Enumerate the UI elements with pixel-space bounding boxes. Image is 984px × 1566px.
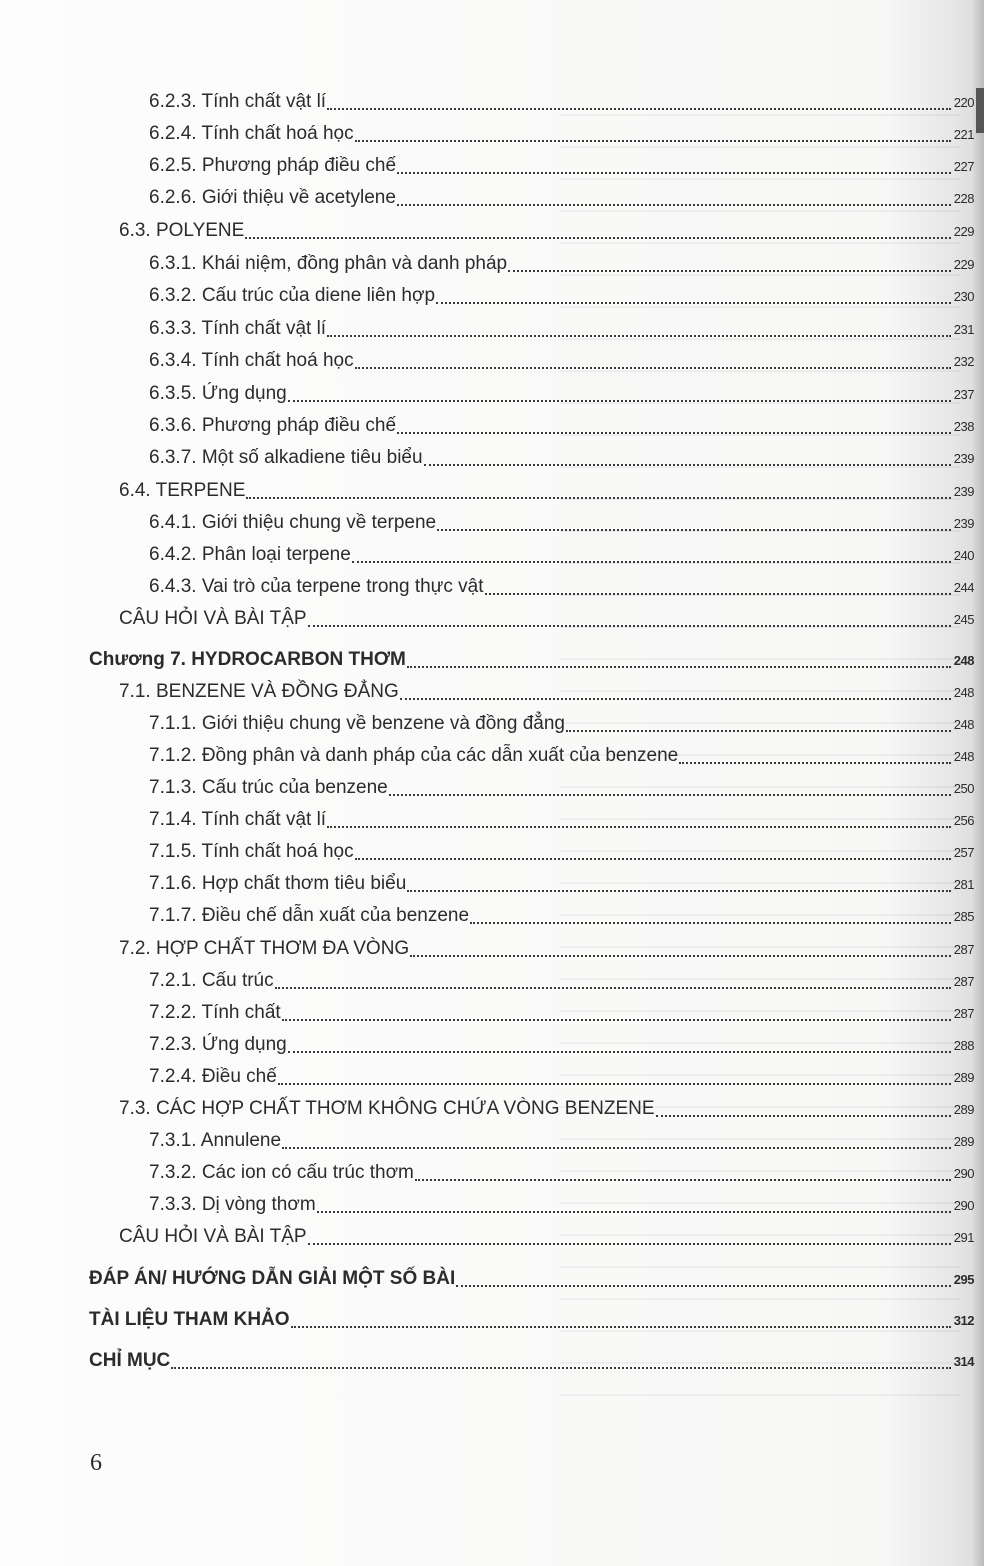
toc-entry-page: 240 — [953, 548, 974, 563]
toc-entry[interactable] — [149, 997, 974, 1029]
toc-entry-label: 6.2.5. Phương pháp điều chế — [149, 155, 397, 176]
leader-dots — [355, 347, 951, 369]
toc-entry-page: 291 — [953, 1230, 974, 1245]
toc-entry[interactable] — [149, 1061, 974, 1093]
toc-entry-page: 239 — [953, 451, 974, 466]
toc-entry-page: 314 — [953, 1354, 974, 1369]
toc-entry[interactable] — [149, 571, 974, 603]
toc-entry-page: 229 — [953, 257, 974, 272]
leader-dots — [397, 152, 951, 174]
toc-entry[interactable] — [149, 836, 974, 868]
leader-dots — [282, 999, 951, 1021]
toc-entry-label: Chương 7. HYDROCARBON THƠM — [89, 649, 406, 670]
toc-entry-label: 7.1.3. Cấu trúc của benzene — [149, 777, 388, 798]
leader-dots — [456, 1265, 951, 1287]
toc-entry-label: 6.3.2. Cấu trúc của diene liên hợp — [149, 285, 436, 306]
leader-dots — [282, 1127, 951, 1149]
leader-dots — [317, 1191, 951, 1213]
toc-entry-label: 7.3.1. Annulene — [149, 1130, 282, 1151]
toc-chapter[interactable] — [89, 1304, 974, 1336]
toc-entry-page: 285 — [953, 909, 974, 924]
toc-entry[interactable] — [149, 378, 974, 410]
toc-section[interactable] — [119, 933, 974, 965]
leader-dots — [245, 217, 951, 239]
toc-entry-label: 6.3. POLYENE — [119, 220, 245, 241]
toc-section[interactable] — [119, 215, 974, 247]
toc-entry[interactable] — [149, 118, 974, 150]
leader-dots — [291, 1306, 951, 1328]
toc-entry-label: 6.3.5. Ứng dụng — [149, 383, 287, 404]
leader-dots — [400, 678, 951, 700]
toc-section[interactable] — [119, 1221, 974, 1253]
toc-entry-page: 289 — [953, 1102, 974, 1117]
leader-dots — [508, 250, 951, 272]
toc-entry-page: 231 — [953, 322, 974, 337]
leader-dots — [566, 710, 951, 732]
toc-entry-page: 221 — [953, 127, 974, 142]
leader-dots — [470, 902, 951, 924]
leader-dots — [407, 870, 951, 892]
toc-entry-page: 248 — [953, 717, 974, 732]
toc-entry-label: CÂU HỎI VÀ BÀI TẬP — [119, 608, 307, 629]
leader-dots — [327, 88, 951, 110]
toc-entry-page: 250 — [953, 781, 974, 796]
spine-mark — [976, 88, 984, 133]
toc-entry[interactable] — [149, 280, 974, 312]
toc-entry[interactable] — [149, 1125, 974, 1157]
toc-entry-page: 287 — [953, 942, 974, 957]
toc-entry-label: 7.3.2. Các ion có cấu trúc thơm — [149, 1162, 414, 1183]
toc-entry-label: CHỈ MỤC — [89, 1350, 171, 1371]
toc-entry-page: 281 — [953, 877, 974, 892]
toc-entry-page: 228 — [953, 191, 974, 206]
toc-chapter[interactable] — [89, 644, 974, 676]
toc-entry[interactable] — [149, 1029, 974, 1061]
toc-entry-label: CÂU HỎI VÀ BÀI TẬP — [119, 1226, 307, 1247]
toc-section[interactable] — [119, 1093, 974, 1125]
toc-entry-page: 290 — [953, 1166, 974, 1181]
toc-entry-label: 6.3.6. Phương pháp điều chế — [149, 415, 397, 436]
toc-entry[interactable] — [149, 1189, 974, 1221]
leader-dots — [308, 1223, 951, 1245]
toc-section[interactable] — [119, 676, 974, 708]
toc-entry-label: 6.4.2. Phân loại terpene — [149, 544, 351, 565]
toc-entry[interactable] — [149, 313, 974, 345]
leader-dots — [308, 605, 951, 627]
toc-entry-page: 248 — [953, 653, 974, 668]
toc-entry-page: 238 — [953, 419, 974, 434]
leader-dots — [415, 1159, 951, 1181]
toc-entry-label: 7.2.1. Cấu trúc — [149, 970, 274, 991]
leader-dots — [485, 573, 951, 595]
toc-entry-label: 6.4.1. Giới thiệu chung về terpene — [149, 512, 437, 533]
toc-entry-page: 244 — [953, 580, 974, 595]
toc-entry-page: 239 — [953, 484, 974, 499]
toc-entry[interactable] — [149, 1157, 974, 1189]
toc-entry-page: 290 — [953, 1198, 974, 1213]
toc-entry[interactable] — [149, 345, 974, 377]
leader-dots — [355, 120, 951, 142]
toc-entry-label: 6.3.1. Khái niệm, đồng phân và danh pháp — [149, 253, 508, 274]
toc-entry-label: 7.3. CÁC HỢP CHẤT THƠM KHÔNG CHỨA VÒNG BENZENE — [119, 1098, 655, 1119]
toc-entry[interactable] — [149, 740, 974, 772]
leader-dots — [288, 380, 951, 402]
leader-dots — [407, 646, 951, 668]
toc-entry-label: 7.2.2. Tính chất — [149, 1002, 281, 1023]
leader-dots — [288, 1031, 951, 1053]
toc-entry-label: 6.2.3. Tính chất vật lí — [149, 91, 327, 112]
toc-entry-page: 229 — [953, 224, 974, 239]
toc-entry-label: 7.1.7. Điều chế dẫn xuất của benzene — [149, 905, 470, 926]
toc-entry[interactable] — [149, 182, 974, 214]
page-number: 6 — [90, 1450, 102, 1476]
toc-entry-label: 7.1.2. Đồng phân và danh pháp của các dẫn xuất của benzene — [149, 745, 679, 766]
toc-entry-label: 7.2.4. Điều chế — [149, 1066, 277, 1087]
toc-entry-page: 287 — [953, 974, 974, 989]
toc-entry-page: 248 — [953, 685, 974, 700]
toc-entry[interactable] — [149, 965, 974, 997]
toc-entry[interactable] — [149, 708, 974, 740]
toc-entry-label: 6.2.4. Tính chất hoá học — [149, 123, 354, 144]
toc-entry-page: 257 — [953, 845, 974, 860]
toc-entry-label: 7.3.3. Dị vòng thơm — [149, 1194, 316, 1215]
leader-dots — [171, 1347, 951, 1369]
leader-dots — [656, 1095, 951, 1117]
toc-entry-label: 7.2. HỢP CHẤT THƠM ĐA VÒNG — [119, 938, 410, 959]
toc-entry-label: 6.3.7. Một số alkadiene tiêu biểu — [149, 447, 423, 468]
toc-entry-page: 295 — [953, 1272, 974, 1287]
toc-entry[interactable] — [149, 150, 974, 182]
toc-entry[interactable] — [149, 248, 974, 280]
toc-entry-label: 7.1. BENZENE VÀ ĐỒNG ĐẲNG — [119, 681, 399, 702]
leader-dots — [389, 774, 951, 796]
toc-entry[interactable] — [149, 410, 974, 442]
leader-dots — [352, 541, 951, 563]
toc-entry-label: 7.1.4. Tính chất vật lí — [149, 809, 327, 830]
toc-entry-page: 227 — [953, 159, 974, 174]
toc-entry-page: 288 — [953, 1038, 974, 1053]
toc-entry-label: 7.2.3. Ứng dụng — [149, 1034, 287, 1055]
toc-entry-label: 6.2.6. Giới thiệu về acetylene — [149, 187, 396, 208]
toc-entry-page: 239 — [953, 516, 974, 531]
toc-entry-label: 6.4. TERPENE — [119, 480, 246, 501]
toc-entry-label: 6.3.3. Tính chất vật lí — [149, 318, 327, 339]
toc-chapter[interactable] — [89, 1345, 974, 1377]
toc-entry-page: 230 — [953, 289, 974, 304]
leader-dots — [436, 282, 951, 304]
toc-entry-label: 7.1.5. Tính chất hoá học — [149, 841, 354, 862]
leader-dots — [275, 967, 951, 989]
leader-dots — [278, 1063, 951, 1085]
toc-entry-page: 312 — [953, 1313, 974, 1328]
toc-entry-page: 289 — [953, 1134, 974, 1149]
toc-entry-page: 245 — [953, 612, 974, 627]
leader-dots — [679, 742, 951, 764]
toc-chapter[interactable] — [89, 1263, 974, 1295]
leader-dots — [397, 412, 951, 434]
toc-entry-page: 248 — [953, 749, 974, 764]
toc-entry[interactable] — [149, 772, 974, 804]
toc-entry[interactable] — [149, 442, 974, 474]
leader-dots — [327, 806, 951, 828]
toc-entry-page: 220 — [953, 95, 974, 110]
toc-entry-label: 6.3.4. Tính chất hoá học — [149, 350, 354, 371]
toc-entry-label: 6.4.3. Vai trò của terpene trong thực vật — [149, 576, 484, 597]
leader-dots — [327, 315, 951, 337]
toc-entry[interactable] — [149, 900, 974, 932]
toc-section[interactable] — [119, 475, 974, 507]
leader-dots — [397, 184, 951, 206]
leader-dots — [355, 838, 951, 860]
leader-dots — [437, 509, 951, 531]
leader-dots — [410, 935, 951, 957]
toc-entry[interactable] — [149, 868, 974, 900]
toc-entry-page: 232 — [953, 354, 974, 369]
toc-entry-page: 256 — [953, 813, 974, 828]
toc-entry[interactable] — [149, 804, 974, 836]
toc-entry[interactable] — [149, 539, 974, 571]
toc-entry-page: 289 — [953, 1070, 974, 1085]
leader-dots — [424, 444, 951, 466]
toc-entry-page: 287 — [953, 1006, 974, 1021]
toc-entry[interactable] — [149, 86, 974, 118]
toc-entry-label: ĐÁP ÁN/ HƯỚNG DẪN GIẢI MỘT SỐ BÀI — [89, 1268, 456, 1289]
toc-entry-page: 237 — [953, 387, 974, 402]
leader-dots — [246, 477, 951, 499]
toc-entry[interactable] — [149, 507, 974, 539]
toc-section[interactable] — [119, 603, 974, 635]
toc-entry-label: 7.1.6. Hợp chất thơm tiêu biểu — [149, 873, 407, 894]
toc-entry-label: 7.1.1. Giới thiệu chung về benzene và đồng đẳng — [149, 713, 565, 734]
toc-entry-label: TÀI LIỆU THAM KHẢO — [89, 1309, 290, 1330]
